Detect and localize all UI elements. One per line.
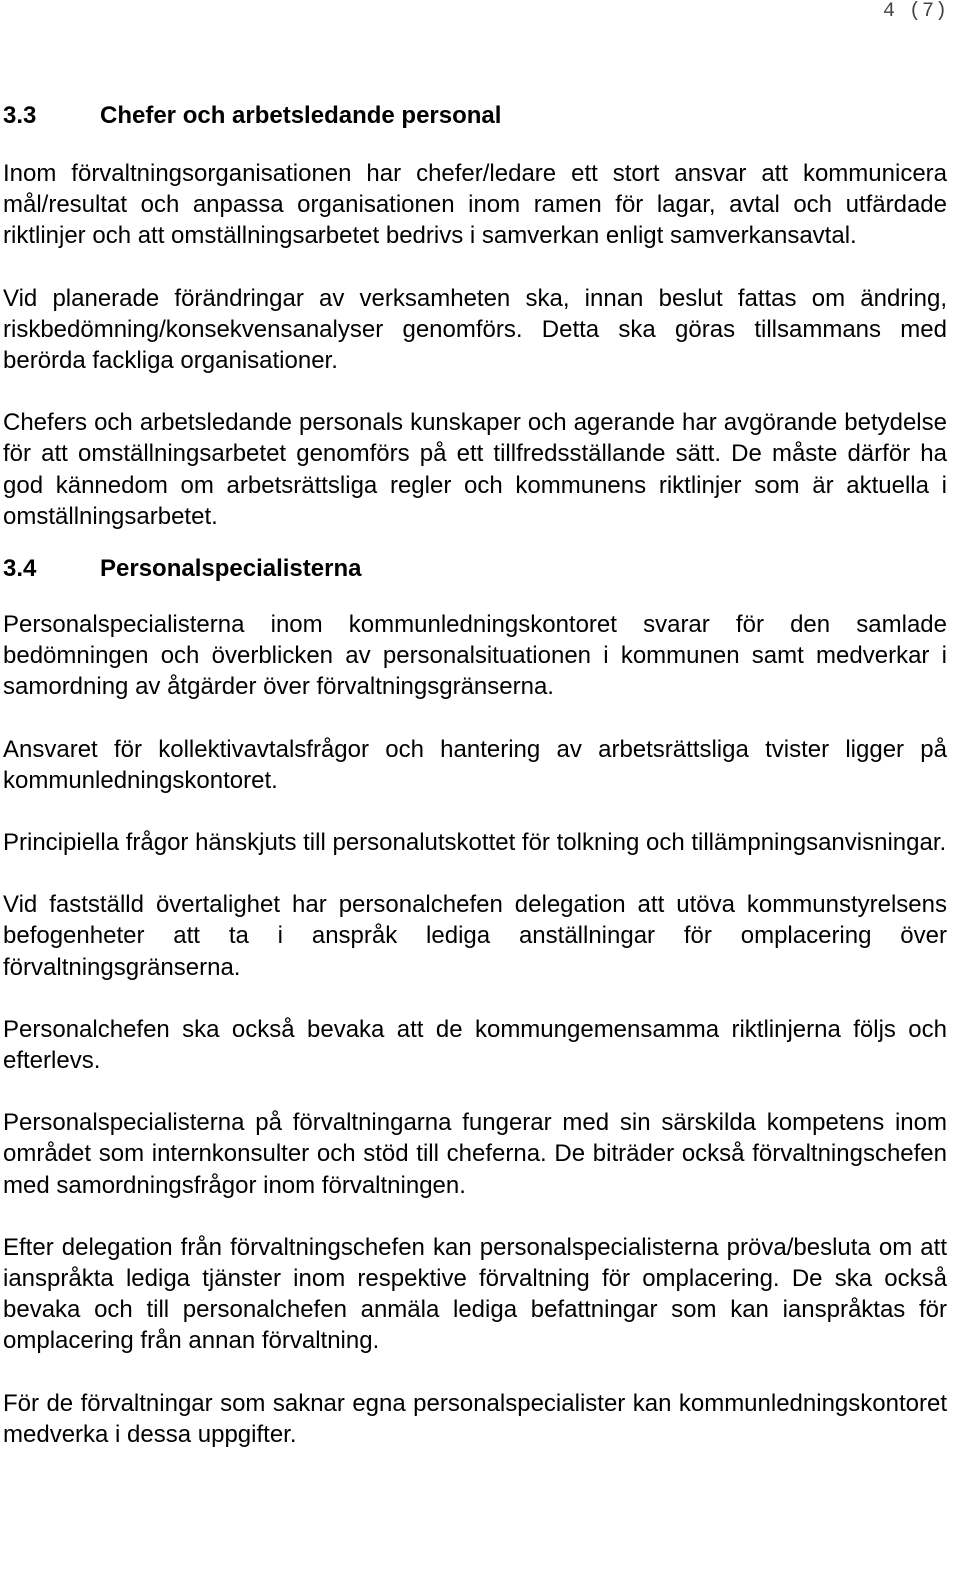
- paragraph: Personalchefen ska också bevaka att de kommungemensamma riktlinjerna följs och efterlevs.: [3, 1015, 947, 1075]
- section-heading-3-3: [3, 100, 947, 132]
- paragraph: Personalspecialisterna på förvaltningarna fungerar med sin särskilda kompetens inom området som internkonsulter och stöd till cheferna. De biträder också förvaltningschefen med samordningsfrågor inom förvaltningen.: [3, 1109, 947, 1199]
- page-number: 4 (7): [882, 0, 948, 23]
- section-number: 3.3: [3, 102, 37, 129]
- section-title: Personalspecialisterna: [100, 555, 362, 583]
- paragraph: Ansvaret för kollektivavtalsfrågor och hantering av arbetsrättsliga tvister ligger på kommunledningskontoret.: [3, 735, 947, 794]
- paragraph: Vid fastställd övertalighet har personalchefen delegation att utöva kommunstyrelsens befogenheter att ta i anspråk lediga anställningar för omplacering över förvaltningsgränserna.: [3, 891, 947, 981]
- paragraph: Personalspecialisterna inom kommunledningskontoret svarar för den samlade bedömningen och överblicken av personalsituationen i kommunen samt medverkar i samordning av åtgärder över förvaltningsgränserna.: [3, 611, 947, 701]
- section-title: Chefer och arbetsledande personal: [100, 102, 502, 129]
- section-heading-3-4: [3, 553, 947, 585]
- paragraph: För de förvaltningar som saknar egna personalspecialister kan kommunledningskontoret medverka i dessa uppgifter.: [3, 1389, 947, 1448]
- paragraph: Chefers och arbetsledande personals kunskaper och agerande har avgörande betydelse för att omställningsarbetet genomförs på ett tillfredsställande sätt. De måste därför ha god kännedom om arbetsrättsliga regler och kommunens riktlinjer som är aktuella i omställningsarbetet.: [3, 409, 947, 530]
- section-number: 3.4: [3, 555, 37, 583]
- document-body: [0, 100, 947, 1481]
- paragraph: Principiella frågor hänskjuts till personalutskottet för tolkning och tillämpningsanvisningar.: [3, 829, 947, 857]
- paragraph: Inom förvaltningsorganisationen har chefer/ledare ett stort ansvar att kommunicera mål/resultat och anpassa organisationen inom ramen för lagar, avtal och utfärdade riktlinjer och att omställningsarbetet bedrivs i samverkan enligt samverkansavtal.: [3, 160, 947, 250]
- paragraph: Efter delegation från förvaltningschefen kan personalspecialisterna pröva/besluta om att ianspråkta lediga tjänster inom respektive förvaltning för omplacering. De ska också bevaka och till personalchefen anmäla lediga befattningar som kan ianspråktas för omplacering från annan förvaltning.: [3, 1233, 947, 1355]
- paragraph: Vid planerade förändringar av verksamheten ska, innan beslut fattas om ändring, riskbedömning/konsekvensanalyser genomförs. Detta ska göras tillsammans med berörda fackliga organisationer.: [3, 284, 947, 375]
